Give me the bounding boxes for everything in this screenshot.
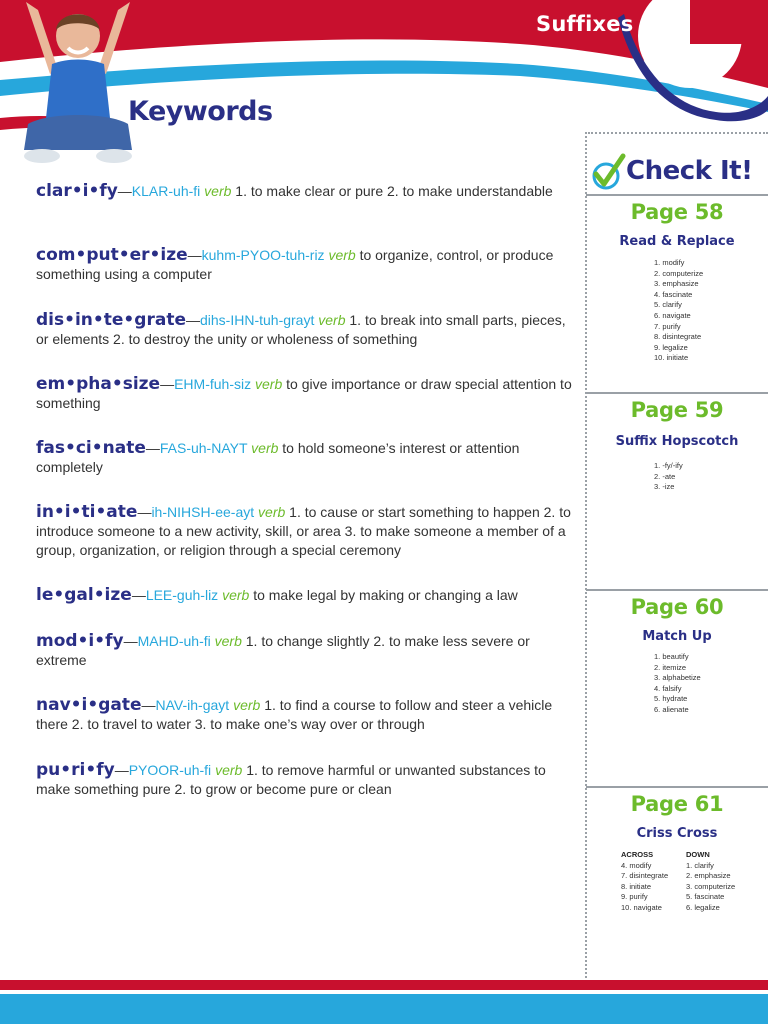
answer-item: 10. initiate	[654, 353, 689, 363]
answer-item: 4. fascinate	[654, 289, 693, 299]
keyword-entry: dis•in•te•grate—dihs-IHN-tuh-grayt verb 1. to break into small parts, pieces, or elements 2. to destroy the unity or wholeness of something	[36, 310, 566, 347]
keyword-definition: 1. to find a course to follow and steer a vehicle there 2. to travel to water 3. to make one’s way over or through	[36, 697, 553, 732]
keyword-definition: to give importance or draw special attention to something	[36, 376, 572, 411]
down-item: 2. emphasize	[686, 871, 731, 881]
answer-list	[654, 652, 701, 716]
keyword-pronunciation: EHM-fuh-siz	[174, 376, 252, 392]
keyword-pos: verb	[328, 247, 356, 263]
down-label: DOWN	[686, 850, 710, 859]
across-label: ACROSS	[621, 850, 654, 859]
answer-item: 2. itemize	[654, 662, 687, 672]
keyword-entry: in•i•ti•ate—ih-NIHSH-ee-ayt verb 1. to cause or start something to happen 2. to introduce someone to a new activity, skill, or area 3. to make someone a member of a group, organization, or religion through a special ceremony	[36, 502, 571, 558]
answer-item: 1. modify	[654, 258, 685, 267]
keyword-definition: 1. to change slightly 2. to make less severe or extreme	[36, 633, 530, 668]
sidebar-separator	[586, 194, 768, 196]
answer-item: 1. beautify	[654, 652, 689, 661]
child-photo	[18, 0, 138, 170]
answer-item: 2. computerize	[654, 268, 704, 278]
activity-title: Match Up	[642, 629, 712, 644]
answer-item: 3. alphabetize	[654, 673, 701, 683]
keyword-entry: pu•ri•fy—PYOOR-uh-fi verb 1. to remove harmful or unwanted substances to make something pure 2. to grow or become pure or clean	[36, 760, 546, 797]
keyword-term: com•put•er•ize	[36, 245, 188, 265]
across-item: 4. modify	[621, 860, 652, 870]
activity-title: Criss Cross	[636, 826, 718, 841]
sidebar-separator	[586, 786, 768, 788]
across-item: 10. navigate	[621, 902, 662, 912]
answer-item: 9. legalize	[654, 342, 688, 352]
answer-item: 3. emphasize	[654, 279, 699, 289]
answer-item: 7. purify	[654, 321, 681, 331]
keyword-pos: verb	[222, 587, 250, 603]
keyword-definition: 1. to make clear or pure 2. to make understandable	[235, 183, 553, 199]
keyword-definition: 1. to break into small parts, pieces, or elements 2. to destroy the unity or wholeness of something	[36, 312, 566, 347]
keyword-term: clar•i•fy	[36, 181, 118, 201]
answer-item: 4. falsify	[654, 683, 682, 693]
keyword-term: mod•i•fy	[36, 631, 124, 651]
keyword-entry: nav•i•gate—NAV-ih-gayt verb 1. to find a course to follow and steer a vehicle there 2. to travel to water 3. to make one’s way over or through	[36, 695, 553, 732]
keyword-pronunciation: FAS-uh-NAYT	[159, 440, 248, 456]
keyword-pos: verb	[215, 762, 243, 778]
down-item: 3. computerize	[686, 881, 736, 891]
keyword-pos: verb	[251, 440, 279, 456]
section-title: Suffixes	[536, 12, 634, 36]
keyword-term: fas•ci•nate	[36, 438, 146, 458]
keyword-pronunciation: dihs-IHN-tuh-grayt	[199, 312, 315, 328]
keyword-entry: fas•ci•nate—FAS-uh-NAYT verb to hold someone’s interest or attention completely	[36, 438, 520, 475]
criss-cross-across	[621, 850, 668, 914]
keyword-term: dis•in•te•grate	[36, 310, 186, 330]
sidebar-divider	[585, 132, 587, 982]
answer-item: 5. clarify	[654, 300, 682, 310]
check-it-heading: Check It!	[626, 156, 753, 186]
keywords-heading: Keywords	[128, 96, 273, 127]
answer-item: 1. -fy/-ify	[654, 461, 683, 470]
criss-cross-down	[686, 850, 735, 914]
activity-title: Read & Replace	[619, 234, 735, 249]
sidebar-top-border	[588, 132, 768, 134]
answer-item: 3. -ize	[654, 482, 675, 492]
keyword-pos: verb	[204, 183, 232, 199]
keyword-entry: le•gal•ize—LEE-guh-liz verb to make legal by making or changing a law	[36, 585, 518, 605]
keyword-pronunciation: NAV-ih-gayt	[155, 697, 230, 713]
keyword-definition: 1. to remove harmful or unwanted substances to make something pure 2. to grow or become pure or clean	[36, 762, 546, 797]
keyword-entry: com•put•er•ize—kuhm-PYOO-tuh-riz verb to organize, control, or produce something using a computer	[36, 245, 554, 282]
keyword-pronunciation: ih-NIHSH-ee-ayt	[151, 504, 255, 520]
keyword-pos: verb	[214, 633, 242, 649]
keyword-term: nav•i•gate	[36, 695, 142, 715]
sidebar-separator	[586, 392, 768, 394]
across-item: 9. purify	[621, 892, 648, 902]
keyword-entry: clar•i•fy—KLAR-uh-fi verb 1. to make clear or pure 2. to make understandable	[36, 181, 553, 201]
answer-item: 6. alienate	[654, 704, 689, 714]
across-item: 7. disintegrate	[621, 871, 669, 881]
keyword-pronunciation: PYOOR-uh-fi	[128, 762, 212, 778]
keyword-entry: mod•i•fy—MAHD-uh-fi verb 1. to change slightly 2. to make less severe or extreme	[36, 631, 530, 668]
page-heading: Page 58	[630, 200, 724, 224]
keyword-pronunciation: MAHD-uh-fi	[137, 633, 211, 649]
keyword-term: pu•ri•fy	[36, 760, 115, 780]
keyword-definition: to hold someone’s interest or attention completely	[36, 440, 520, 475]
keyword-pos: verb	[258, 504, 286, 520]
keyword-term: em•pha•size	[36, 374, 161, 394]
across-item: 8. initiate	[621, 881, 652, 891]
answer-item: 5. hydrate	[654, 694, 688, 704]
keyword-definition: to organize, control, or produce something using a computer	[36, 247, 554, 282]
keyword-pos: verb	[318, 312, 346, 328]
sidebar-separator	[586, 589, 768, 591]
answer-list	[654, 461, 683, 493]
keyword-definition: 1. to cause or start something to happen 2. to introduce someone to a new activity, skill, or area 3. to make someone a member of a group, organization, or religion through a special ceremony	[36, 504, 571, 558]
keyword-definition: to make legal by making or changing a law	[253, 587, 518, 603]
keyword-pronunciation: kuhm-PYOO-tuh-riz	[201, 247, 325, 263]
keyword-term: in•i•ti•ate	[36, 502, 138, 522]
keyword-pos: verb	[255, 376, 283, 392]
answer-list	[654, 258, 703, 364]
keyword-pos: verb	[233, 697, 261, 713]
footer-band	[0, 980, 768, 1024]
page-heading: Page 60	[630, 595, 724, 619]
keyword-pronunciation: KLAR-uh-fi	[131, 183, 201, 199]
keyword-term: le•gal•ize	[36, 585, 132, 605]
page-heading: Page 61	[630, 792, 724, 816]
keyword-entry: em•pha•size—EHM-fuh-siz verb to give importance or draw special attention to something	[36, 374, 572, 411]
answer-item: 8. disintegrate	[654, 332, 702, 342]
checkmark-icon	[590, 152, 626, 192]
down-item: 1. clarify	[686, 860, 714, 870]
down-item: 5. fascinate	[686, 892, 725, 902]
keyword-pronunciation: LEE-guh-liz	[145, 587, 219, 603]
down-item: 6. legalize	[686, 902, 720, 912]
answer-item: 6. navigate	[654, 310, 691, 320]
answer-item: 2. -ate	[654, 471, 676, 481]
page-heading: Page 59	[630, 398, 724, 422]
activity-title: Suffix Hopscotch	[615, 434, 739, 449]
